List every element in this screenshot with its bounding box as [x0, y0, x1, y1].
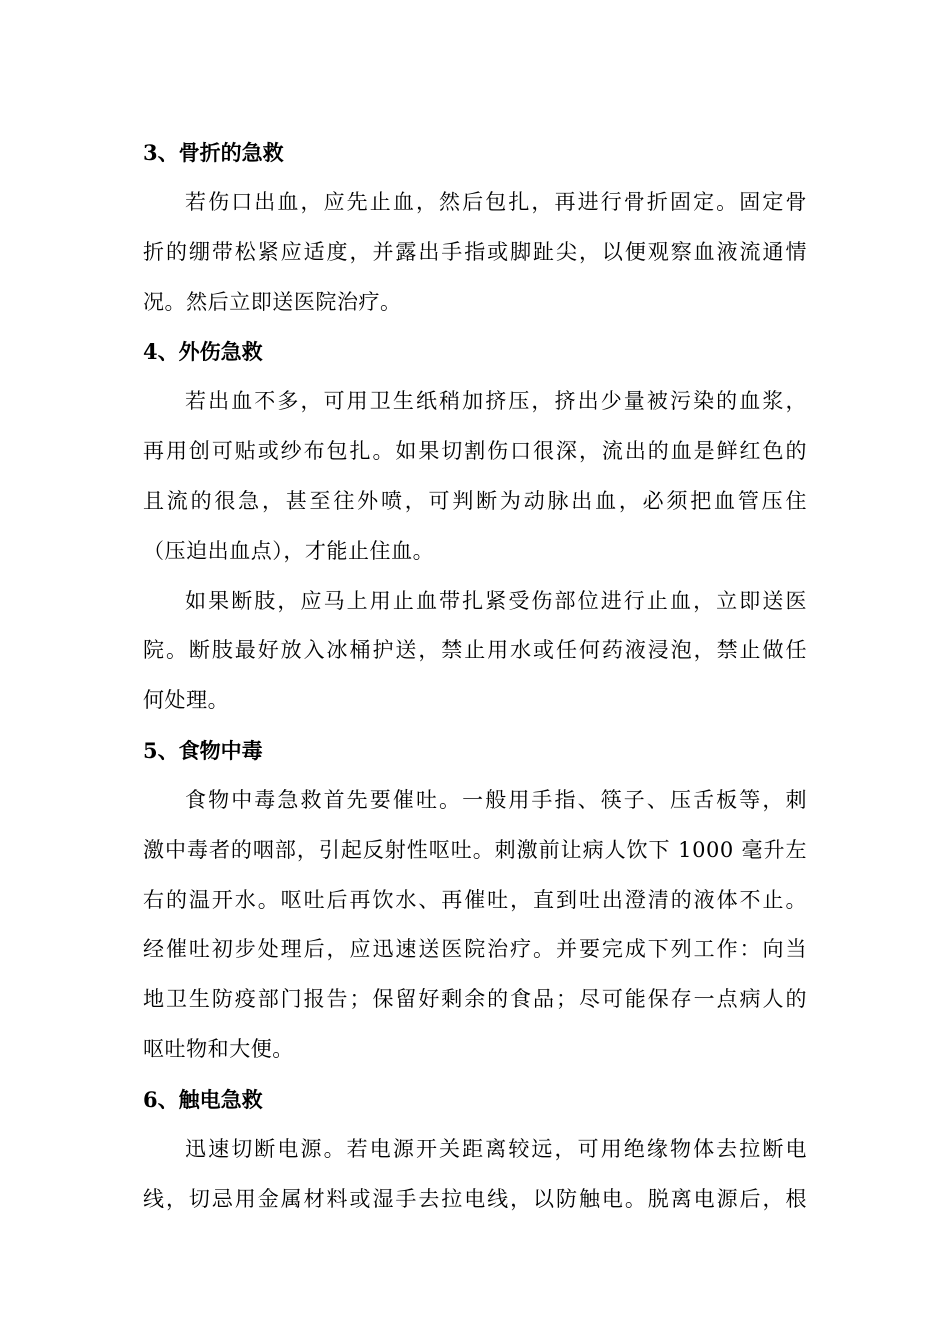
text-line: 况。然后立即送医院治疗。: [143, 289, 402, 314]
text-line: 若伤口出血，应先止血，然后包扎，再进行骨折固定。固定骨: [185, 190, 807, 214]
section-heading-trauma: 4、外伤急救: [143, 339, 263, 365]
paragraph-fracture: [143, 178, 807, 327]
text-line: 且流的很急，甚至往外喷，可判断为动脉出血，必须把血管压住: [143, 488, 807, 513]
text-line: 右的温开水。呕吐后再饮水、再催吐，直到吐出澄清的液体不止。: [143, 887, 807, 912]
text-line: 食物中毒急救首先要催吐。一般用手指、筷子、压舌板等，刺: [185, 787, 807, 812]
document-page: [143, 128, 807, 1224]
text-line: 线，切忌用金属材料或湿手去拉电线，以防触电。脱离电源后，根: [143, 1186, 807, 1211]
text-line: 呕吐物和大便。: [143, 1036, 294, 1061]
text-line: 再用创可贴或纱布包扎。如果切割伤口很深，流出的血是鲜红色的: [143, 439, 807, 464]
text-line: 如果断肢，应马上用止血带扎紧受伤部位进行止血，立即送医: [185, 588, 807, 613]
paragraph-trauma-amputation: [143, 577, 807, 726]
text-line: 院。断肢最好放入冰桶护送，禁止用水或任何药液浸泡，禁止做任: [143, 638, 807, 663]
paragraph-food-poisoning: [143, 776, 807, 1075]
text-line: 地卫生防疫部门报告；保留好剩余的食品；尽可能保存一点病人的: [143, 987, 807, 1012]
text-line: 折的绷带松紧应适度，并露出手指或脚趾尖，以便观察血液流通情: [143, 239, 807, 264]
text-line: 激中毒者的咽部，引起反射性呕吐。刺激前让病人饮下 1000 毫升左: [143, 837, 807, 862]
section-heading-fracture: 3、骨折的急救: [143, 140, 284, 165]
text-line: 若出血不多，可用卫生纸稍加挤压，挤出少量被污染的血浆，: [185, 389, 807, 414]
section-heading-food-poisoning: 5、食物中毒: [143, 737, 263, 763]
paragraph-electric-shock: [143, 1125, 807, 1225]
section-heading-electric-shock: 6、触电急救: [143, 1086, 263, 1112]
text-line: 经催吐初步处理后，应迅速送医院治疗。并要完成下列工作：向当: [143, 937, 807, 962]
text-line: 何处理。: [143, 688, 230, 713]
text-line: （压迫出血点），才能止住血。: [143, 538, 435, 563]
text-line: 迅速切断电源。若电源开关距离较远，可用绝缘物体去拉断电: [185, 1136, 807, 1161]
paragraph-trauma-bleeding: [143, 377, 807, 576]
